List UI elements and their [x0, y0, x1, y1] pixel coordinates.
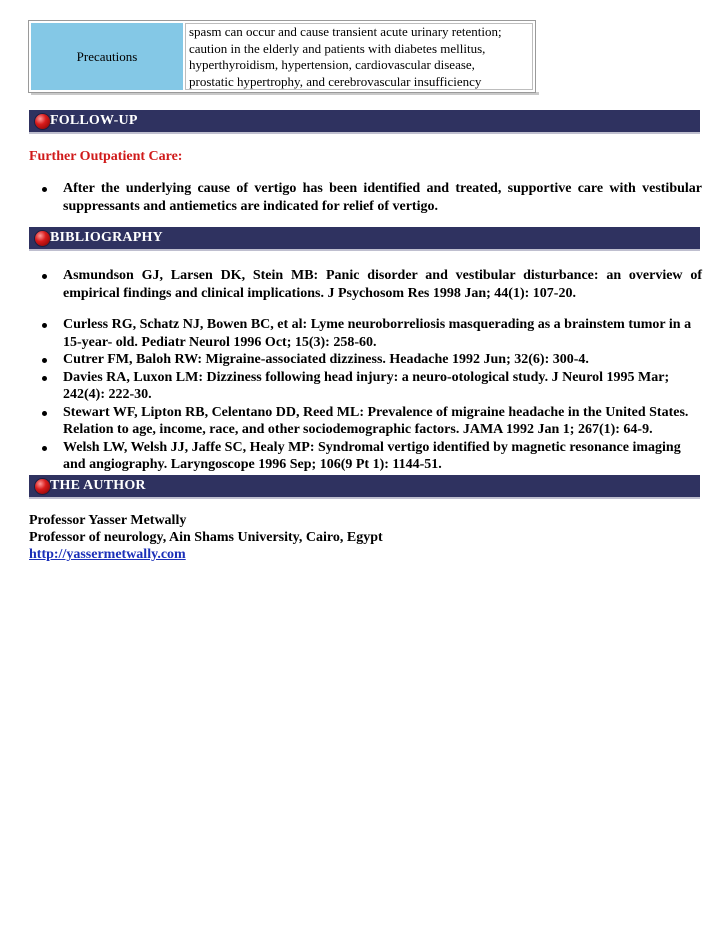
section-title: BIBLIOGRAPHY	[50, 230, 163, 245]
section-title: THE AUTHOR	[50, 478, 146, 493]
precautions-line: spasm can occur and cause transient acute urinary retention;	[189, 24, 502, 39]
further-outpatient-care-heading: Further Outpatient Care:	[29, 149, 183, 164]
follow-up-list	[29, 180, 702, 215]
list-item: Cutrer FM, Baloh RW: Migraine-associated dizziness. Headache 1992 Jun; 32(6): 300-4.	[29, 351, 702, 369]
bibliography-list-2	[29, 316, 702, 474]
list-item: Asmundson GJ, Larsen DK, Stein MB: Panic disorder and vestibular disturbance: an overview of empirical findings and clinical implications. J Psychosom Res 1998 Jan; 44(1): 107-20.	[29, 267, 702, 302]
precautions-line: caution in the elderly and patients with diabetes mellitus,	[189, 40, 486, 56]
red-ball-icon	[35, 231, 50, 246]
list-item: Stewart WF, Lipton RB, Celentano DD, Reed ML: Prevalence of migraine headache in the United States. Relation to age, income, race, and other sociodemographic factors. JAMA 1992 Jan 1; 267(1): 64-9.	[29, 404, 702, 439]
precautions-label: Precautions	[31, 23, 183, 90]
section-header-author	[29, 475, 700, 499]
author-position: Professor of neurology, Ain Shams University, Cairo, Egypt	[29, 530, 383, 545]
section-header-bibliography	[29, 227, 700, 251]
author-block	[29, 512, 383, 563]
author-name: Professor Yasser Metwally	[29, 513, 187, 528]
red-ball-icon	[35, 479, 50, 494]
bibliography-list-1	[29, 267, 702, 302]
section-title: FOLLOW-UP	[50, 113, 138, 128]
author-website-link[interactable]: http://yassermetwally.com	[29, 547, 186, 562]
precautions-line: hyperthyroidism, hypertension, cardiovascular disease,	[189, 57, 475, 73]
precautions-text	[185, 23, 533, 90]
list-item: Curless RG, Schatz NJ, Bowen BC, et al: Lyme neuroborreliosis masquerading as a brainstem tumor in a 15-year- old. Pediatr Neurol 1996 Oct; 15(3): 258-60.	[29, 316, 702, 351]
precautions-line: prostatic hypertrophy, and cerebrovascular insufficiency	[189, 73, 482, 89]
list-item: Welsh LW, Welsh JJ, Jaffe SC, Healy MP: Syndromal vertigo identified by magnetic resonance imaging and angiography. Laryngoscope 1996 Sep; 106(9 Pt 1): 1144-51.	[29, 439, 702, 474]
section-header-follow-up	[29, 110, 700, 134]
list-item: After the underlying cause of vertigo has been identified and treated, supportive care with vestibular suppressants and antiemetics are indicated for relief of vertigo.	[29, 180, 702, 215]
red-ball-icon	[35, 114, 50, 129]
precautions-table	[28, 20, 536, 93]
list-item: Davies RA, Luxon LM: Dizziness following head injury: a neuro-otological study. J Neurol 1995 Mar; 242(4): 222-30.	[29, 369, 702, 404]
